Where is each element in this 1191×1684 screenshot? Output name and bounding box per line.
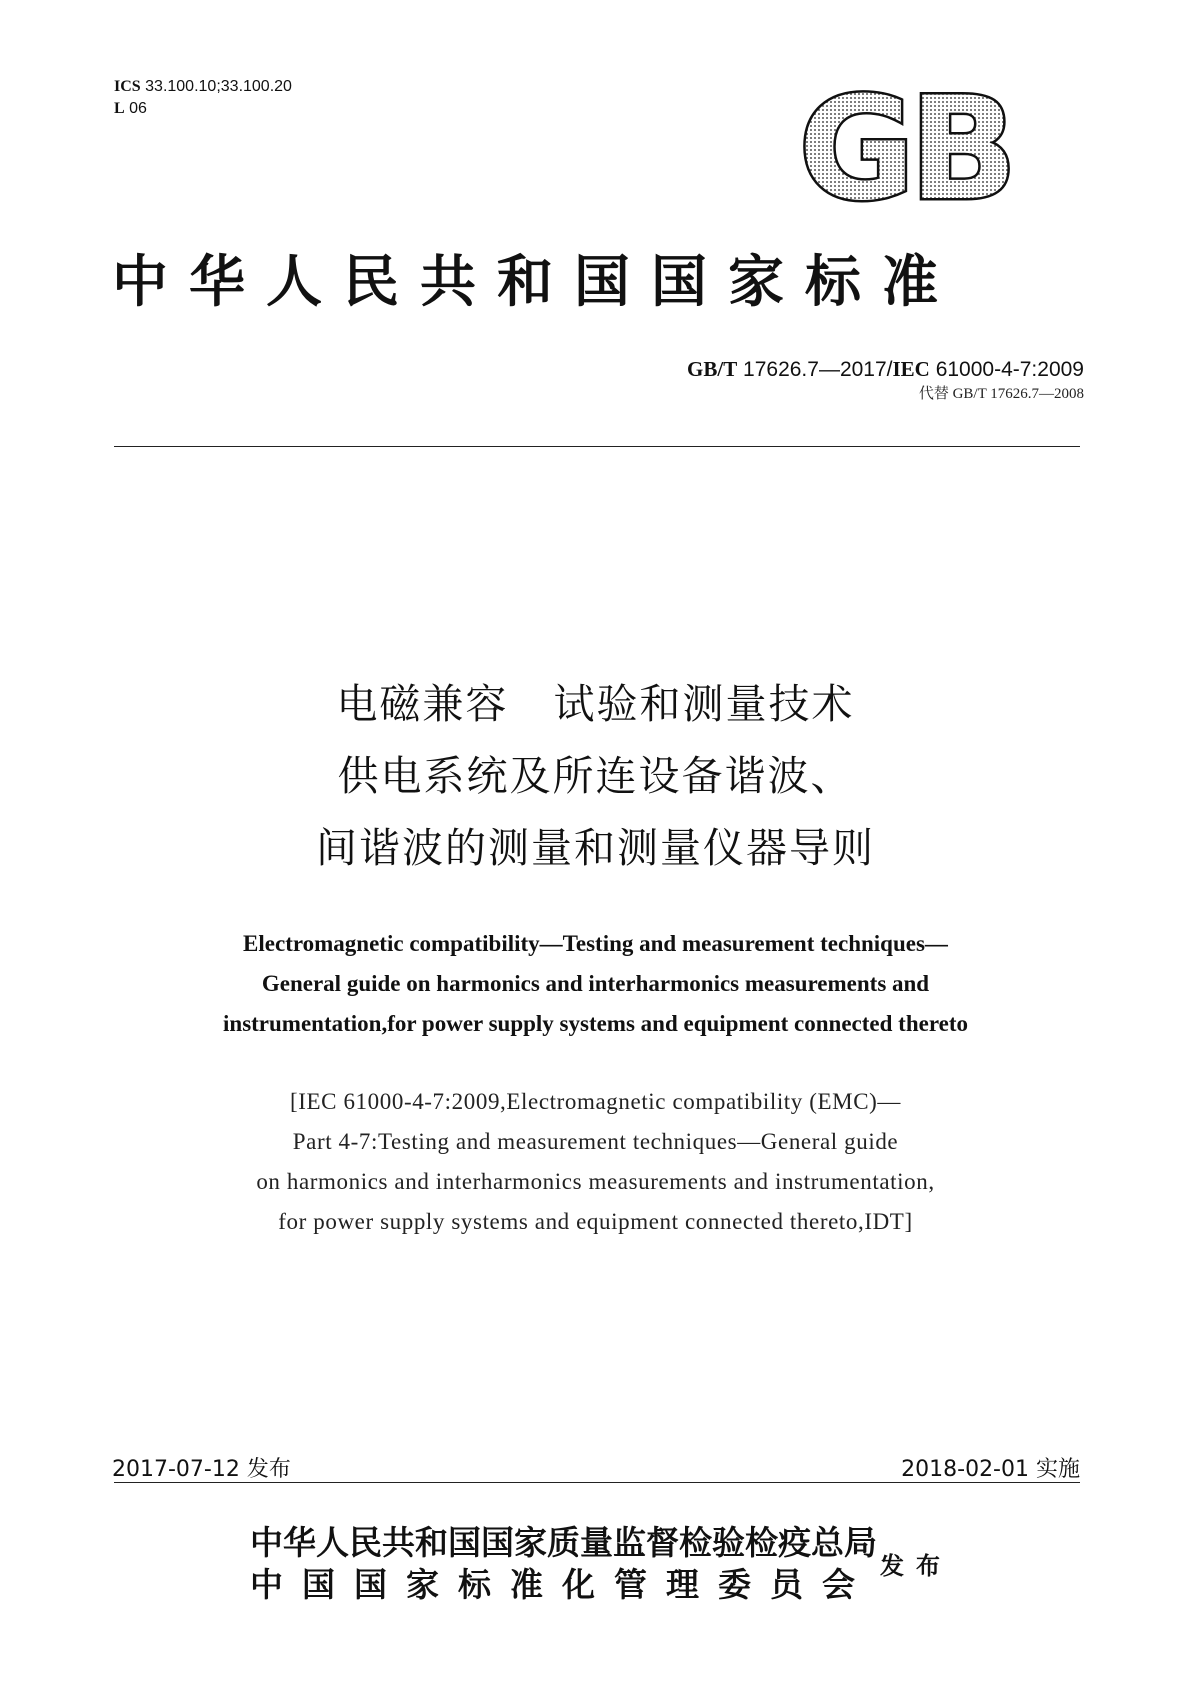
english-title-line: Electromagnetic compatibility—Testing and measurement techniques— [243,931,948,956]
top-divider [114,446,1080,447]
iec-reference [0,1082,1191,1242]
chinese-title-line: 电磁兼容 试验和测量技术 [336,680,855,728]
issue-date: 2017-07-12 发布 [112,1457,291,1482]
std-number: 17626.7—2017/ [737,358,893,381]
chinese-title-line: 间谐波的测量和测量仪器导则 [316,824,875,872]
implementation-date: 2018-02-01 实施 [901,1457,1080,1482]
ccs-line [114,98,292,120]
replaces-note: 代替 GB/T 17626.7—2008 [918,386,1084,402]
national-standard-title: 中华人民共和国国家标准 [112,249,959,315]
issuer-aqsiq: 中华人民共和国国家质量监督检验检疫总局 [250,1523,877,1562]
issuing-authorities [250,1522,877,1606]
std-prefix: GB/T [687,357,738,381]
iec-prefix: IEC [892,357,930,381]
classification-codes [114,76,292,120]
iec-reference-line: Part 4-7:Testing and measurement techniques—General guide [292,1129,899,1154]
ics-value: 33.100.10;33.100.20 [145,78,292,95]
standard-number [687,356,1084,383]
iec-number: 61000-4-7:2009 [929,358,1084,381]
iec-reference-line: on harmonics and interharmonics measurements and instrumentation, [256,1169,935,1194]
english-title-line: instrumentation,for power supply systems and equipment connected thereto [223,1011,968,1036]
iec-reference-line: [IEC 61000-4-7:2009,Electromagnetic compatibility (EMC)— [289,1089,902,1114]
gb-logo [785,88,1025,213]
ccs-value: 06 [129,100,147,117]
publish-label: 发布 [880,1551,952,1580]
english-title [0,924,1191,1044]
gb-logo-text: GB [798,88,1012,213]
bottom-divider [114,1482,1080,1483]
ccs-label: L [114,100,125,117]
iec-reference-line: for power supply systems and equipment connected thereto,IDT] [278,1209,913,1234]
chinese-title [0,668,1191,884]
issuer-sac: 中国国家标准化管理委员会 [250,1565,874,1604]
ics-label: ICS [114,78,141,95]
chinese-title-line: 供电系统及所连设备谐波、 [337,752,854,800]
english-title-line: General guide on harmonics and interharmonics measurements and [261,971,930,996]
ics-line [114,76,292,98]
